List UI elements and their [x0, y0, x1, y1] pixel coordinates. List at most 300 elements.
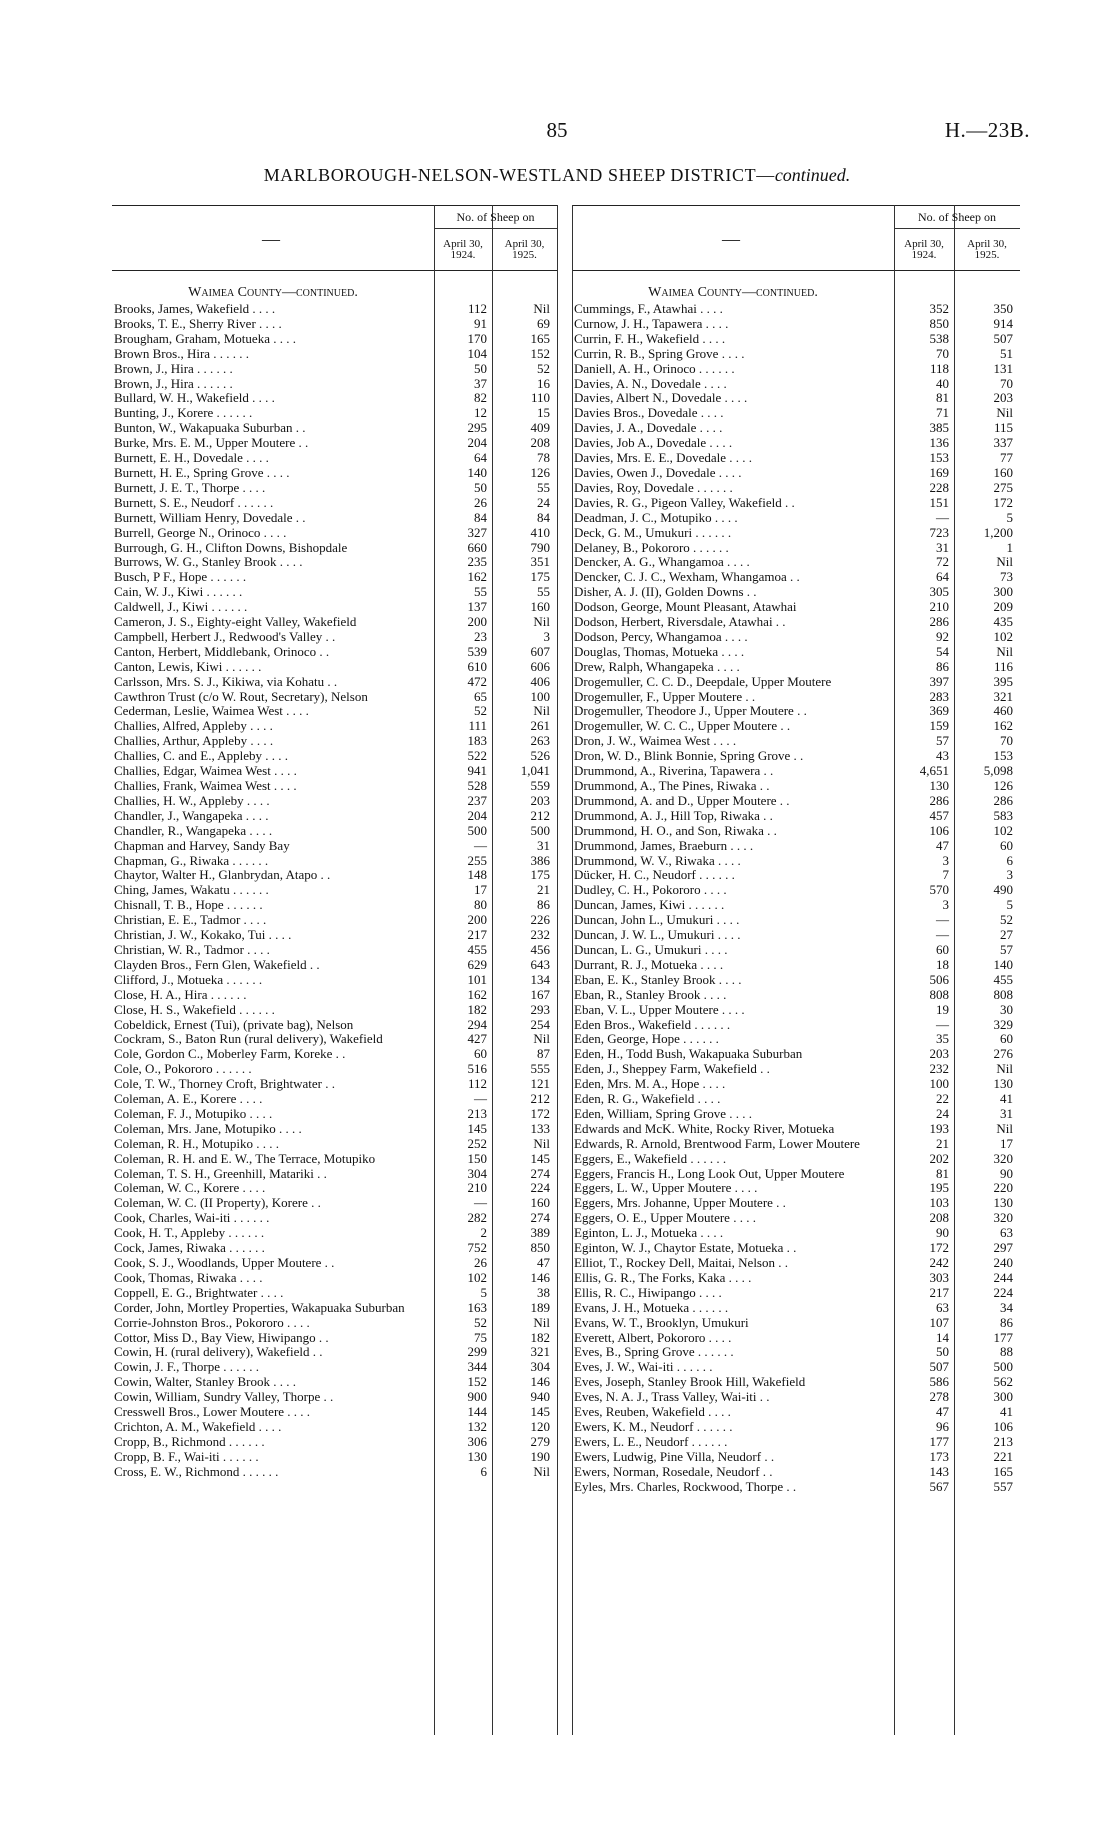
sheep-1924: 136	[929, 435, 949, 451]
sheep-1925: 160	[993, 464, 1013, 480]
sheep-1925: 152	[530, 345, 550, 361]
table-row	[112, 675, 558, 690]
holder-name: Corrie-Johnston Bros., Pokororo . . . .	[114, 1315, 310, 1330]
sheep-1924: 172	[929, 1240, 949, 1256]
holder-name: Drummond, A., Riverina, Tapawera . .	[574, 764, 774, 779]
table-row	[112, 347, 558, 362]
table-row	[572, 1256, 1020, 1271]
sheep-1924: 294	[467, 1016, 487, 1032]
table-row	[572, 1420, 1020, 1435]
sheep-1924: 539	[467, 643, 487, 659]
holder-name: Canton, Lewis, Kiwi . . . . . .	[114, 659, 262, 674]
sheep-1924: 286	[929, 792, 949, 808]
sheep-1925: 55	[537, 479, 550, 495]
table-row	[112, 1077, 558, 1092]
table-row	[572, 302, 1020, 317]
sheep-1924: 427	[467, 1031, 487, 1047]
sheep-1925: 34	[1000, 1299, 1013, 1315]
sheep-1925: 606	[530, 658, 550, 674]
table-row	[572, 600, 1020, 615]
sheep-1924: 112	[467, 1076, 487, 1092]
holder-name: Evans, J. H., Motueka . . . . . .	[574, 1300, 729, 1315]
sheep-1925: 24	[537, 494, 550, 510]
right-rows	[572, 302, 1020, 1495]
table-row	[112, 406, 558, 421]
sheep-1924: 14	[936, 1329, 949, 1345]
holder-name: Cook, Charles, Wai-iti . . . . . .	[114, 1211, 270, 1226]
holder-name: Challies, Alfred, Appleby . . . .	[114, 719, 273, 734]
sheep-1924: 103	[929, 1195, 949, 1211]
sheep-1924: 143	[929, 1463, 949, 1479]
holder-name: Clayden Bros., Fern Glen, Wakefield . .	[114, 957, 320, 972]
sheep-1925: 57	[1000, 941, 1013, 957]
sheep-1925: 220	[993, 1180, 1013, 1196]
holder-name: Challies, Arthur, Appleby . . . .	[114, 734, 274, 749]
sheep-1925: 31	[1000, 1105, 1013, 1121]
sheep-1925: 320	[993, 1150, 1013, 1166]
holder-name: Carlsson, Mrs. S. J., Kikiwa, via Kohatu . .	[114, 674, 338, 689]
table-row	[572, 1360, 1020, 1375]
sheep-1924: 202	[929, 1150, 949, 1166]
sheep-1925: 121	[530, 1076, 550, 1092]
sheep-1925: 460	[993, 703, 1013, 719]
table-row	[572, 541, 1020, 556]
sheep-1924: —	[936, 1016, 949, 1032]
sheep-1925: 55	[537, 584, 550, 600]
table-row	[112, 570, 558, 585]
holder-name: Delaney, B., Pokororo . . . . . .	[574, 540, 729, 555]
sheep-1925: 389	[530, 1225, 550, 1241]
table-row	[112, 391, 558, 406]
sheep-1925: 3	[543, 628, 550, 644]
sheep-1925: 329	[993, 1016, 1013, 1032]
holder-name: Ching, James, Wakatu . . . . . .	[114, 883, 269, 898]
table-row	[572, 347, 1020, 362]
holder-name: Cook, S. J., Woodlands, Upper Moutere . .	[114, 1256, 335, 1270]
sheep-1924: 278	[929, 1389, 949, 1405]
table-row	[572, 1331, 1020, 1346]
sheep-1924: 306	[467, 1433, 487, 1449]
table-row	[572, 1137, 1020, 1152]
sheep-1925: 350	[993, 301, 1013, 316]
table-row	[572, 332, 1020, 347]
sheep-1925: Nil	[533, 614, 550, 630]
table-row	[572, 391, 1020, 406]
holder-name: Ewers, L. E., Neudorf . . . . . .	[574, 1434, 728, 1449]
sheep-1924: 130	[929, 778, 949, 793]
sheep-1925: 940	[530, 1389, 550, 1405]
table-row	[112, 526, 558, 541]
sheep-1925: Nil	[533, 1314, 550, 1330]
sheep-1924: 21	[936, 1135, 949, 1151]
sheep-1924: 152	[467, 1374, 487, 1390]
sheep-1924: 193	[929, 1120, 949, 1136]
sheep-1924: 163	[467, 1299, 487, 1315]
table-row	[572, 824, 1020, 839]
table-row	[112, 824, 558, 839]
sheep-1925: 456	[530, 941, 550, 957]
table-row	[572, 1405, 1020, 1420]
holder-name: Eggers, Mrs. Johanne, Upper Moutere . .	[574, 1196, 786, 1211]
sheep-1924: 369	[929, 703, 949, 719]
sheep-1925: 120	[530, 1418, 550, 1434]
sheep-1924: 183	[467, 733, 487, 749]
col-1924-header: April 30, 1924.	[443, 238, 483, 261]
sheep-count-group-header: No. of Sheep on	[456, 210, 535, 224]
sheep-1924: 132	[467, 1418, 487, 1434]
sheep-1925: Nil	[533, 703, 550, 719]
sheep-1925: 275	[993, 479, 1013, 495]
sheep-1924: 81	[936, 1165, 949, 1181]
table-row	[572, 1450, 1020, 1465]
sheep-1925: 1	[1006, 539, 1013, 555]
holder-name: Burnett, H. E., Spring Grove . . . .	[114, 465, 290, 480]
sheep-1925: 102	[993, 628, 1013, 644]
table-row	[572, 928, 1020, 943]
table-row	[112, 794, 558, 809]
sheep-1924: 170	[467, 330, 487, 346]
sheep-1925: 203	[993, 390, 1013, 406]
holder-name: Chapman and Harvey, Sandy Bay	[114, 838, 290, 853]
table-row	[572, 1226, 1020, 1241]
sheep-1925: 263	[530, 733, 550, 749]
sheep-1925: 90	[1000, 1165, 1013, 1181]
sheep-1925: Nil	[533, 1135, 550, 1151]
sheep-1925: 557	[993, 1478, 1013, 1494]
sheep-1925: 41	[1000, 1404, 1013, 1420]
sheep-1925: 212	[530, 1091, 550, 1107]
sheep-1925: 850	[530, 1240, 550, 1256]
sheep-1925: 172	[530, 1105, 550, 1121]
sheep-1924: 516	[467, 1061, 487, 1077]
table-row	[112, 898, 558, 913]
sheep-1924: 50	[474, 479, 487, 495]
sheep-1924: 457	[929, 807, 949, 823]
sheep-count-group-header: No. of Sheep on	[918, 210, 996, 224]
holder-name: Eves, Joseph, Stanley Brook Hill, Wakefield	[574, 1375, 806, 1390]
holder-name: Coleman, F. J., Motupiko . . . .	[114, 1106, 273, 1121]
sheep-1925: 224	[530, 1180, 550, 1196]
table-row	[112, 868, 558, 883]
sheep-1925: 21	[537, 882, 550, 898]
sheep-1925: 190	[530, 1448, 550, 1464]
sheep-1924: 295	[467, 420, 487, 436]
table-row	[112, 332, 558, 347]
table-row	[572, 436, 1020, 451]
sheep-1925: 73	[1000, 569, 1013, 585]
sheep-1924: 6	[480, 1463, 487, 1479]
table-row	[112, 1107, 558, 1122]
sheep-1924: 327	[467, 524, 487, 540]
sheep-1925: 70	[1000, 375, 1013, 391]
sheep-1924: 7	[942, 867, 949, 883]
holder-name: Eginton, W. J., Chaytor Estate, Motueka . .	[574, 1241, 797, 1256]
holder-name: Burrough, G. H., Clifton Downs, Bishopdale	[114, 540, 348, 555]
holder-name: Close, H. S., Wakefield . . . . . .	[114, 1002, 275, 1017]
holder-name: Eden, George, Hope . . . . . .	[574, 1032, 719, 1047]
sheep-1924: —	[936, 927, 949, 943]
sheep-1925: 160	[530, 1195, 550, 1211]
table-row	[112, 615, 558, 630]
table-row	[112, 928, 558, 943]
holder-name: Corder, John, Mortley Properties, Wakapuaka Suburban	[114, 1300, 405, 1315]
title-suffix: continued.	[774, 165, 851, 185]
holder-name: Davies, A. N., Dovedale . . . .	[574, 376, 727, 391]
table-row	[572, 615, 1020, 630]
table-row	[572, 1301, 1020, 1316]
table-row	[112, 1465, 558, 1480]
sheep-1924: 586	[929, 1374, 949, 1390]
table-row	[572, 749, 1020, 764]
holder-name: Ewers, Norman, Rosedale, Neudorf . .	[574, 1464, 773, 1479]
table-row	[112, 1092, 558, 1107]
holder-name: Cross, E. W., Richmond . . . . . .	[114, 1464, 279, 1479]
sheep-1925: 15	[537, 405, 550, 421]
sheep-1924: 111	[468, 718, 487, 734]
sheep-1925: 133	[530, 1120, 550, 1136]
holder-name: Cropp, B. F., Wai-iti . . . . . .	[114, 1449, 259, 1464]
sheep-1925: 526	[530, 748, 550, 764]
sheep-1925: 140	[993, 956, 1013, 972]
table-row	[112, 660, 558, 675]
sheep-1924: 522	[467, 748, 487, 764]
holder-name: Cobeldick, Ernest (Tui), (private bag), Nelson	[114, 1017, 354, 1032]
holder-name: Brown Bros., Hira . . . . . .	[114, 346, 250, 361]
sheep-1925: 500	[993, 1359, 1013, 1375]
table-row	[572, 1435, 1020, 1450]
table-row	[112, 585, 558, 600]
sheep-1924: 60	[936, 941, 949, 957]
holder-name: Eden, H., Todd Bush, Wakapuaka Suburban	[574, 1047, 803, 1062]
sheep-1925: Nil	[996, 1120, 1013, 1136]
holder-name: Burrell, George N., Orinoco . . . .	[114, 525, 287, 540]
sheep-1924: 528	[467, 778, 487, 793]
sheep-1924: —	[474, 837, 487, 853]
sheep-1925: 232	[530, 927, 550, 943]
sheep-1925: 286	[993, 792, 1013, 808]
sheep-1925: 226	[530, 912, 550, 928]
table-row	[572, 958, 1020, 973]
holder-name: Cowin, J. F., Thorpe . . . . . .	[114, 1360, 259, 1375]
sheep-1925: 167	[530, 986, 550, 1002]
sheep-1924: 47	[936, 837, 949, 853]
table-row	[112, 1152, 558, 1167]
sheep-1924: 610	[467, 658, 487, 674]
sheep-1925: 52	[1000, 912, 1013, 928]
sheep-1925: 172	[993, 494, 1013, 510]
holder-name: Evans, W. T., Brooklyn, Umukuri	[574, 1315, 749, 1330]
sheep-1925: 175	[530, 867, 550, 883]
table-row	[112, 1390, 558, 1405]
holder-name: Campbell, Herbert J., Redwood's Valley . .	[114, 629, 336, 644]
table-row	[572, 570, 1020, 585]
table-row	[112, 779, 558, 794]
sheep-1924: 100	[929, 1076, 949, 1092]
sheep-1924: 86	[936, 658, 949, 674]
sheep-1924: 352	[929, 301, 949, 316]
sheep-1924: 203	[929, 1046, 949, 1062]
table-row	[112, 317, 558, 332]
table-row	[572, 526, 1020, 541]
sheep-1925: 60	[1000, 837, 1013, 853]
sheep-1924: 63	[936, 1299, 949, 1315]
holder-name: Cowin, H. (rural delivery), Wakefield . .	[114, 1345, 323, 1360]
sheep-1924: 305	[929, 584, 949, 600]
sheep-1925: 84	[537, 509, 550, 525]
holder-name: Edwards, R. Arnold, Brentwood Farm, Lower Moutere	[574, 1136, 860, 1151]
table-row	[572, 1092, 1020, 1107]
sheep-1925: 177	[993, 1329, 1013, 1345]
sheep-1925: 31	[537, 837, 550, 853]
sheep-1925: 808	[993, 986, 1013, 1002]
sheep-1924: 237	[467, 792, 487, 808]
table-row	[112, 883, 558, 898]
sheep-1925: 86	[1000, 1314, 1013, 1330]
sheep-1924: 210	[467, 1180, 487, 1196]
table-row	[112, 600, 558, 615]
sheep-1925: 300	[993, 1389, 1013, 1405]
name-column-header: —	[262, 229, 280, 249]
sheep-1925: 134	[530, 971, 550, 987]
holder-name: Bullard, W. H., Wakefield . . . .	[114, 391, 275, 406]
sheep-1925: 106	[993, 1418, 1013, 1434]
sheep-1925: 321	[530, 1344, 550, 1360]
holder-name: Canton, Herbert, Middlebank, Orinoco . .	[114, 644, 330, 659]
table-row	[112, 362, 558, 377]
left-table	[112, 205, 558, 1735]
table-row	[572, 1003, 1020, 1018]
sheep-1924: 3	[942, 852, 949, 868]
sheep-1925: 70	[1000, 733, 1013, 749]
table-row	[572, 779, 1020, 794]
holder-name: Coleman, R. H., Motupiko . . . .	[114, 1136, 280, 1151]
sheep-1924: 80	[474, 897, 487, 913]
holder-name: Cock, James, Riwaka . . . . . .	[114, 1241, 265, 1256]
sheep-1924: 118	[929, 360, 949, 376]
table-row	[112, 1137, 558, 1152]
header-bottom-rule	[572, 270, 1020, 271]
sheep-1924: 112	[467, 301, 487, 316]
sheep-1924: 64	[936, 569, 949, 585]
sheep-1924: 92	[936, 628, 949, 644]
sheep-1924: 71	[936, 405, 949, 421]
table-row	[572, 1316, 1020, 1331]
sheep-1924: 538	[929, 330, 949, 346]
sheep-1924: 507	[929, 1359, 949, 1375]
sheep-1925: 77	[1000, 450, 1013, 466]
sheep-1924: 91	[474, 315, 487, 331]
sheep-1925: 244	[993, 1269, 1013, 1285]
table-row	[572, 466, 1020, 481]
holder-name: Drummond, W. V., Riwaka . . . .	[574, 853, 741, 868]
holder-name: Cowin, Walter, Stanley Brook . . . .	[114, 1375, 296, 1390]
holder-name: Brown, J., Hira . . . . . .	[114, 376, 233, 391]
holder-name: Ewers, Ludwig, Pine Villa, Neudorf . .	[574, 1449, 775, 1464]
sheep-1924: 850	[929, 315, 949, 331]
table-row	[572, 675, 1020, 690]
sheep-1925: 6	[1006, 852, 1013, 868]
holder-name: Ellis, G. R., The Forks, Kaka . . . .	[574, 1270, 752, 1285]
sheep-1924: 500	[467, 822, 487, 838]
holder-name: Duncan, L. G., Umukuri . . . .	[574, 942, 728, 957]
sheep-1924: 195	[929, 1180, 949, 1196]
sheep-1924: 723	[929, 524, 949, 540]
sheep-1925: 30	[1000, 1001, 1013, 1017]
sheep-1925: 153	[993, 748, 1013, 764]
table-row	[112, 1047, 558, 1062]
sheep-1925: 100	[530, 688, 550, 704]
sheep-1925: 27	[1000, 927, 1013, 943]
table-row	[572, 630, 1020, 645]
sheep-1924: 107	[929, 1314, 949, 1330]
holder-name: Chaytor, Walter H., Glanbrydan, Atapo . .	[114, 868, 331, 883]
table-row	[572, 719, 1020, 734]
sheep-1925: 175	[530, 569, 550, 585]
sheep-1924: 200	[467, 912, 487, 928]
holder-name: Cole, O., Pokororo . . . . . .	[114, 1062, 252, 1077]
sheep-1925: 212	[530, 807, 550, 823]
holder-name: Davies Bros., Dovedale . . . .	[574, 406, 724, 421]
sheep-1925: 60	[1000, 1031, 1013, 1047]
table-row	[572, 1181, 1020, 1196]
sheep-1924: 150	[467, 1150, 487, 1166]
holder-name: Duncan, James, Kiwi . . . . . .	[574, 898, 725, 913]
sheep-1925: 297	[993, 1240, 1013, 1256]
sheep-1925: 300	[993, 584, 1013, 600]
holder-name: Chisnall, T. B., Hope . . . . . .	[114, 898, 263, 913]
sheep-1925: 87	[537, 1046, 550, 1062]
sheep-1925: 337	[993, 435, 1013, 451]
sheep-1924: 752	[467, 1240, 487, 1256]
table-row	[112, 719, 558, 734]
table-row	[572, 645, 1020, 660]
table-row	[112, 690, 558, 705]
sheep-1925: 490	[993, 882, 1013, 898]
sheep-1924: 385	[929, 420, 949, 436]
sheep-1924: 70	[936, 345, 949, 361]
holder-name: Burnett, J. E. T., Thorpe . . . .	[114, 480, 266, 495]
sheep-1924: 162	[467, 569, 487, 585]
table-row	[112, 1271, 558, 1286]
holder-name: Ellis, R. C., Hiwipango . . . .	[574, 1285, 722, 1300]
sheep-1924: 455	[467, 941, 487, 957]
sheep-1925: Nil	[996, 643, 1013, 659]
holder-name: Eden, J., Sheppey Farm, Wakefield . .	[574, 1062, 770, 1077]
sheep-1925: 146	[530, 1374, 550, 1390]
sheep-1924: 12	[474, 405, 487, 421]
holder-name: Cole, T. W., Thorney Croft, Brightwater . .	[114, 1077, 335, 1092]
table-row	[112, 1003, 558, 1018]
sheep-1924: —	[474, 1091, 487, 1107]
sheep-1925: 126	[993, 778, 1013, 793]
sheep-1924: 101	[467, 971, 487, 987]
table-row	[112, 749, 558, 764]
sheep-1925: 110	[530, 390, 550, 406]
sheep-1924: 5	[480, 1284, 487, 1300]
table-row	[572, 1211, 1020, 1226]
sheep-1925: 69	[537, 315, 550, 331]
holder-name: Eves, N. A. J., Trass Valley, Wai-iti . .	[574, 1390, 770, 1405]
table-row	[572, 1286, 1020, 1301]
sheep-1925: 47	[537, 1255, 550, 1270]
holder-name: Ewers, K. M., Neudorf . . . . . .	[574, 1419, 733, 1434]
name-column-header: —	[722, 229, 740, 249]
holder-name: Drogemuller, C. C. D., Deepdale, Upper Moutere	[574, 674, 832, 689]
sheep-1924: 344	[467, 1359, 487, 1375]
sheep-1924: 22	[936, 1091, 949, 1107]
holder-name: Eginton, L. J., Motueka . . . .	[574, 1226, 724, 1241]
holder-name: Davies, Owen J., Dovedale . . . .	[574, 465, 742, 480]
